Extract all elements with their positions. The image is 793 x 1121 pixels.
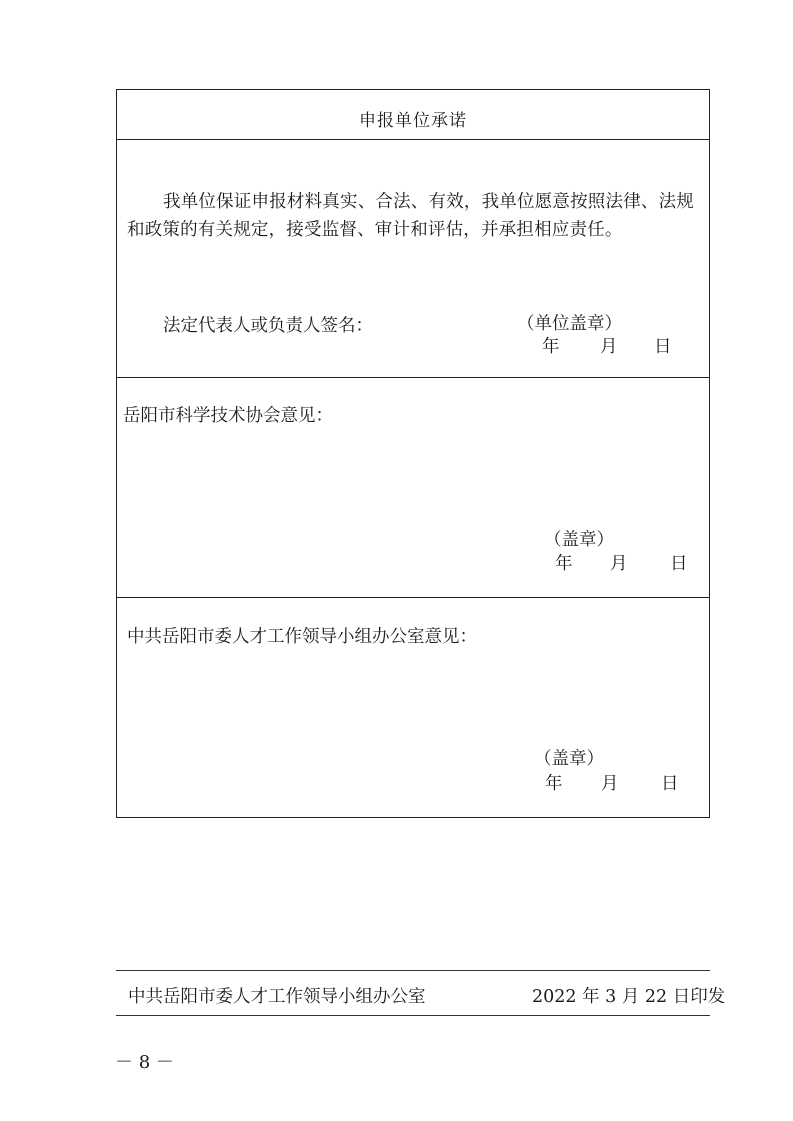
row-divider	[117, 597, 709, 598]
pledge-date-year: 年	[542, 337, 560, 357]
office-date-day: 日	[661, 774, 679, 794]
association-opinion-label: 岳阳市科学技术协会意见：	[123, 406, 333, 426]
office-date-month: 月	[601, 774, 619, 794]
row-divider	[117, 139, 709, 140]
association-date-month: 月	[610, 554, 628, 574]
form-table	[116, 89, 710, 818]
row-divider	[117, 377, 709, 378]
footer-bottom-rule	[116, 1015, 710, 1016]
office-seal-label: （盖章）	[534, 749, 604, 769]
footer-top-rule	[116, 970, 710, 971]
pledge-date-day: 日	[654, 337, 672, 357]
office-opinion-label: 中共岳阳市委人才工作领导小组办公室意见：	[127, 627, 477, 647]
association-seal-label: （盖章）	[544, 530, 614, 550]
footer-issue-date: 2022 年 3 月 22 日印发	[532, 987, 726, 1007]
page-number: － 8 －	[115, 1052, 174, 1073]
pledge-date-month: 月	[600, 337, 618, 357]
association-date-day: 日	[670, 554, 688, 574]
footer-issuer: 中共岳阳市委人才工作领导小组办公室	[128, 987, 426, 1007]
section-title: 申报单位承诺	[359, 111, 467, 131]
association-date-year: 年	[555, 554, 573, 574]
office-date-year: 年	[545, 774, 563, 794]
unit-seal-label: （单位盖章）	[517, 314, 622, 334]
signature-label: 法定代表人或负责人签名：	[163, 316, 373, 336]
pledge-text: 我单位保证申报材料真实、合法、有效，我单位愿意按照法律、法规和政策的有关规定，接受监督、审计和评估，并承担相应责任。	[127, 192, 694, 240]
